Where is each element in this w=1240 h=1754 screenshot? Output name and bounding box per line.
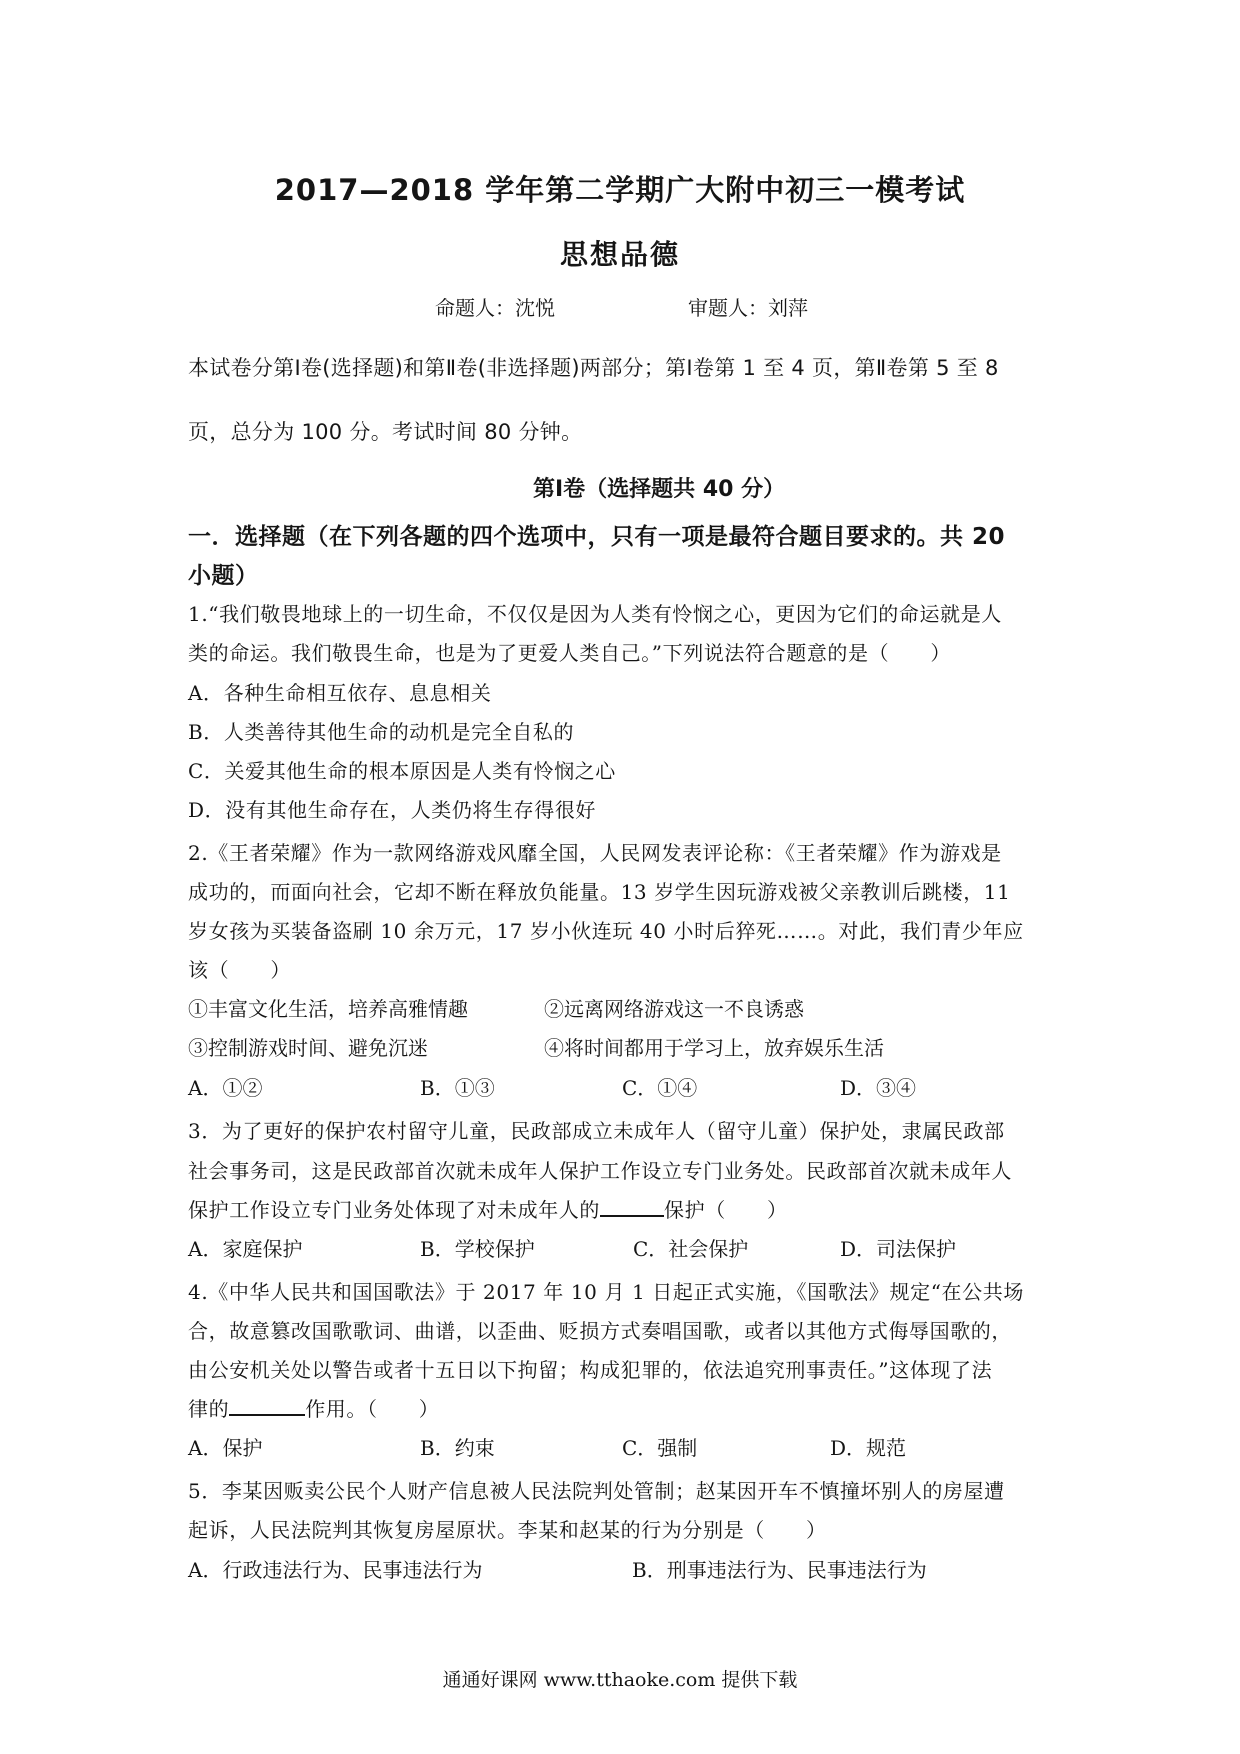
exam-title: 2017—2018 学年第二学期广大附中初三一模考试 [274, 173, 966, 207]
q3-stem-line-3 [188, 1195, 1058, 1225]
q2-option-c: C．①④ [622, 1076, 698, 1100]
section-heading-line-2: 小题） [188, 563, 259, 589]
reviewer-name: 审题人：刘萍 [688, 296, 808, 320]
q4-stem-line-1: 4.《中华人民共和国国歌法》于 2017 年 10 月 1 日起正式实施，《国歌法》规定“在公共场 [188, 1280, 1024, 1304]
q2-stem-line-1: 2.《王者荣耀》作为一款网络游戏风靡全国，人民网发表评论称：《王者荣耀》作为游戏是 [188, 841, 1002, 865]
q2-statement-1: ①丰富文化生活，培养高雅情趣 [188, 997, 468, 1021]
q3-stem-line-1: 3．为了更好的保护农村留守儿童，民政部成立未成年人（留守儿童）保护处，隶属民政部 [188, 1119, 1005, 1143]
q3-stem-line-3-tail: 保护（ ） [664, 1198, 788, 1222]
setter-name: 命题人：沈悦 [435, 296, 555, 320]
q5-stem-line-1: 5．李某因贩卖公民个人财产信息被人民法院判处管制；赵某因开车不慎撞坏别人的房屋遭 [188, 1479, 1005, 1503]
intro-line-1: 本试卷分第Ⅰ卷(选择题)和第Ⅱ卷(非选择题)两部分；第Ⅰ卷第 1 至 4 页，第Ⅱ卷第 5 至 8 [188, 356, 999, 380]
q4-stem-line-4-tail: 作用。（ ） [305, 1397, 440, 1421]
q2-statements-row-1 [188, 994, 1058, 1024]
q2-stem-line-2: 成功的，而面向社会，它却不断在释放负能量。13 岁学生因玩游戏被父亲教训后跳楼，11 [188, 880, 1011, 904]
q4-stem-line-4-lead: 律的 [188, 1397, 230, 1421]
q2-option-a: A．①② [188, 1076, 263, 1100]
q2-statements-row-2 [188, 1033, 1058, 1063]
footer-credit: 通通好课网 www.tthaoke.com 提供下载 [442, 1669, 798, 1691]
q4-stem-line-4 [188, 1394, 1058, 1424]
q4-options [188, 1433, 1058, 1463]
q3-option-d: D．司法保护 [840, 1237, 957, 1261]
q2-stem-line-4: 该（ ） [188, 958, 291, 982]
section-heading-line-1: 一．选择题（在下列各题的四个选项中，只有一项是最符合题目要求的。共 20 [188, 524, 1006, 550]
q4-stem-line-2: 合，故意篡改国歌歌词、曲谱，以歪曲、贬损方式奏唱国歌，或者以其他方式侮辱国歌的， [188, 1319, 1012, 1343]
q3-stem-line-3-lead: 保护工作设立专门业务处体现了对未成年人的 [188, 1198, 600, 1222]
q1-option-c: C．关爱其他生命的根本原因是人类有怜悯之心 [188, 759, 616, 783]
q4-option-d: D．规范 [830, 1436, 907, 1460]
q2-statement-3: ③控制游戏时间、避免沉迷 [188, 1036, 428, 1060]
q4-option-b: B．约束 [420, 1436, 495, 1460]
q2-option-d: D．③④ [840, 1076, 917, 1100]
q5-option-a: A．行政违法行为、民事违法行为 [188, 1558, 483, 1582]
q1-stem-line-2: 类的命运。我们敬畏生命，也是为了更爱人类自己。”下列说法符合题意的是（ ） [188, 641, 952, 665]
q2-options [188, 1073, 1058, 1103]
q2-stem-line-3: 岁女孩为买装备盗刷 10 余万元，17 岁小伙连玩 40 小时后猝死……。对此，我们青少年应 [188, 919, 1024, 943]
q4-option-c: C．强制 [622, 1436, 698, 1460]
q1-stem-line-1: 1.“我们敬畏地球上的一切生命，不仅仅是因为人类有怜悯之心，更因为它们的命运就是人 [188, 602, 1002, 626]
q1-option-a: A．各种生命相互依存、息息相关 [188, 681, 492, 705]
subject-title: 思想品德 [559, 238, 680, 271]
intro-line-2: 页，总分为 100 分。考试时间 80 分钟。 [188, 420, 583, 444]
q3-option-b: B．学校保护 [420, 1237, 535, 1261]
q2-option-b: B．①③ [420, 1076, 495, 1100]
q5-option-b: B．刑事违法行为、民事违法行为 [632, 1558, 927, 1582]
q3-option-c: C．社会保护 [633, 1237, 749, 1261]
q3-option-a: A．家庭保护 [188, 1237, 303, 1261]
part1-heading: 第Ⅰ卷（选择题共 40 分） [533, 477, 786, 502]
q3-stem-line-2: 社会事务司，这是民政部首次就未成年人保护工作设立专门业务处。民政部首次就未成年人 [188, 1159, 1012, 1183]
q2-statement-2: ②远离网络游戏这一不良诱惑 [544, 997, 804, 1021]
q1-option-b: B．人类善待其他生命的动机是完全自私的 [188, 720, 575, 744]
q5-stem-line-2: 起诉，人民法院判其恢复房屋原状。李某和赵某的行为分别是（ ） [188, 1518, 827, 1542]
q5-options [188, 1555, 1058, 1585]
q2-statement-4: ④将时间都用于学习上，放弃娱乐生活 [544, 1036, 884, 1060]
q3-answer-blank [600, 1195, 664, 1217]
q1-option-d: D．没有其他生命存在，人类仍将生存得很好 [188, 798, 597, 822]
q4-option-a: A．保护 [188, 1436, 263, 1460]
q4-stem-line-3: 由公安机关处以警告或者十五日以下拘留；构成犯罪的，依法追究刑事责任。”这体现了法 [188, 1358, 993, 1382]
q4-answer-blank [229, 1394, 305, 1416]
q3-options [188, 1234, 1058, 1264]
